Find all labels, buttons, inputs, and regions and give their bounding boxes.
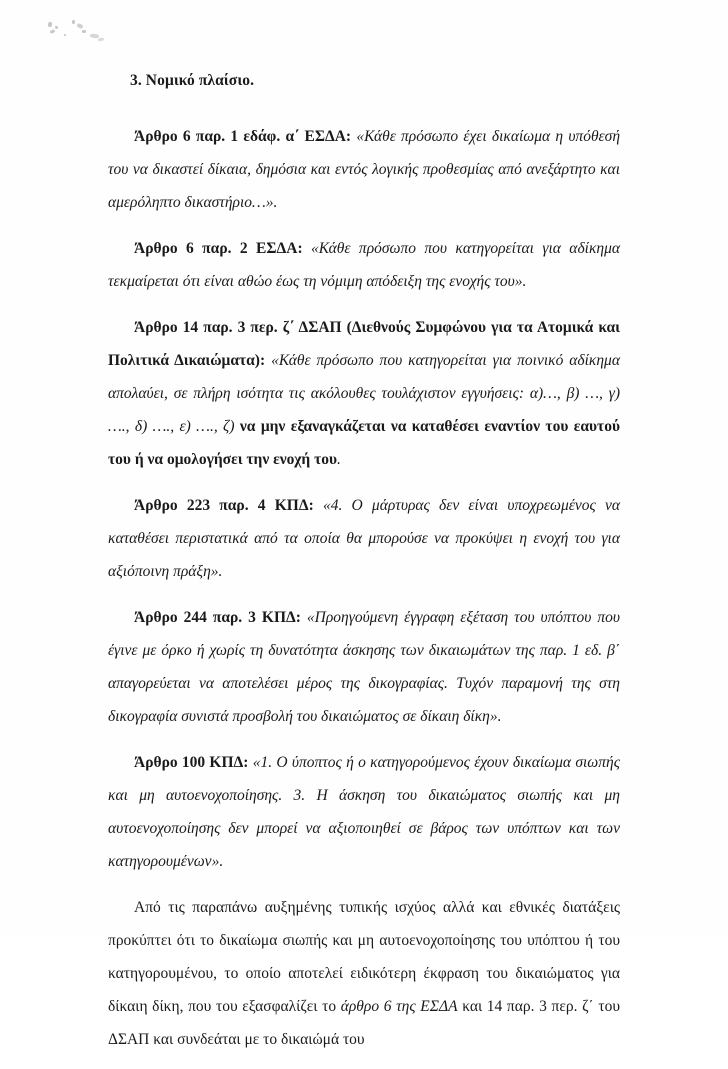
citation-text: «Κάθε πρόσωπο που κατηγορείται για αδίκημα τεκμαίρεται ότι είναι αθώο έως τη νόμιμη απόδειξη της ενοχής του».	[108, 240, 620, 290]
citation-label: Άρθρο 223 παρ. 4 ΚΠΔ	[134, 497, 309, 514]
closing-text-part1: Από τις παραπάνω αυξημένης τυπικής ισχύος αλλά και εθνικές διατάξεις προκύπτει ότι το δικαίωμα σιωπής και μη αυτοενοχοποίησης του υπόπτου ή του κατηγορουμένου, το οποίο αποτελεί ειδικότερη έκφραση του δικαιώματος για δίκαιη δίκη, που του εξασφαλίζει το	[108, 899, 620, 1015]
citation-label: Άρθρο 244 παρ. 3 ΚΠΔ	[134, 609, 296, 626]
citation-text: «Κάθε πρόσωπο που κατηγορείται για ποινικό αδίκημα απολαύει, σε πλήρη ισότητα τις ακόλουθες τουλάχιστον εγγυήσεις: α)…, β) …, γ) …., δ) …., ε) …., ζ)	[108, 352, 620, 435]
citation-text: «4. Ο μάρτυρας δεν είναι υποχρεωμένος να καταθέσει περιστατικά από τα οποία θα μπορούσε να προκύψει η ενοχή του για αξιόποινη πράξη».	[108, 497, 620, 580]
citation-separator: :	[297, 240, 312, 257]
paragraph-article-14-3-dsap	[108, 311, 620, 476]
closing-text-italic-reference: άρθρο 6 της ΕΣΔΑ	[340, 998, 458, 1015]
paragraph-article-100-kpd	[108, 746, 620, 878]
citation-emphasis: να μην εξαναγκάζεται να καταθέσει εναντίον του εαυτού του ή να ομολογήσει την ενοχή του	[108, 418, 620, 468]
citation-label: Άρθρο 6 παρ. 1 εδάφ. α΄ ΕΣΔΑ	[134, 128, 346, 145]
scan-artifact-speckles	[46, 18, 126, 54]
citation-label: Άρθρο 6 παρ. 2 ΕΣΔΑ	[134, 240, 298, 257]
paragraph-article-6-1-esda	[108, 120, 620, 219]
paragraph-article-6-2-esda	[108, 232, 620, 298]
closing-text-part2: και 14 παρ. 3 περ. ζ΄ του ΔΣΑΠ και συνδεάται με το δικαιώμά του	[108, 998, 620, 1048]
paragraph-closing	[108, 891, 620, 1056]
citation-text: «1. Ο ύποπτος ή ο κατηγορούμενος έχουν δικαίωμα σιωπής και μη αυτοενοχοποίησης. 3. Η άσκηση του δικαιώματος σιωπής και μη αυτοενοχοποίησης δεν μπορεί να αξιοποιηθεί σε βάρος των υπόπτων και των κατηγορουμένων».	[108, 754, 620, 870]
citation-text: «Κάθε πρόσωπο έχει δικαίωμα η υπόθεσή του να δικαστεί δίκαια, δημόσια και εντός λογικής προθεσμίας από ανεξάρτητο και αμερόληπτο δικαστήριο…».	[108, 128, 621, 211]
citation-label: Άρθρο 100 ΚΠΔ	[134, 754, 244, 771]
citation-label: Άρθρο 14 παρ. 3 περ. ζ΄ ΔΣΑΠ (Διεθνούς Συμφώνου για τα Ατομικά και Πολιτικά Δικαιώματα)	[108, 319, 620, 369]
citation-separator: :	[259, 352, 272, 369]
section-heading: 3. Νομικό πλαίσιο.	[130, 72, 255, 89]
citation-separator: :	[243, 754, 253, 771]
paragraph-article-244-3-kpd	[108, 601, 620, 733]
citation-text-tail: .	[337, 451, 341, 468]
citation-text: «Προηγούμενη έγγραφη εξέταση του υπόπτου που έγινε με όρκο ή χωρίς τη δυνατότητα άσκησης των δικαιωμάτων της παρ. 1 εδ. β΄ απαγορεύεται να αποτελέσει μέρος της δικογραφίας. Τυχόν παραμονή της στη δικογραφία συνιστά προσβολή του δικαιώματος σε δίκαιη δίκη».	[108, 609, 620, 725]
citation-separator: :	[345, 128, 357, 145]
paragraph-article-223-4-kpd	[108, 489, 620, 588]
citation-separator: :	[295, 609, 307, 626]
document-body	[108, 72, 620, 1069]
citation-separator: :	[308, 497, 323, 514]
